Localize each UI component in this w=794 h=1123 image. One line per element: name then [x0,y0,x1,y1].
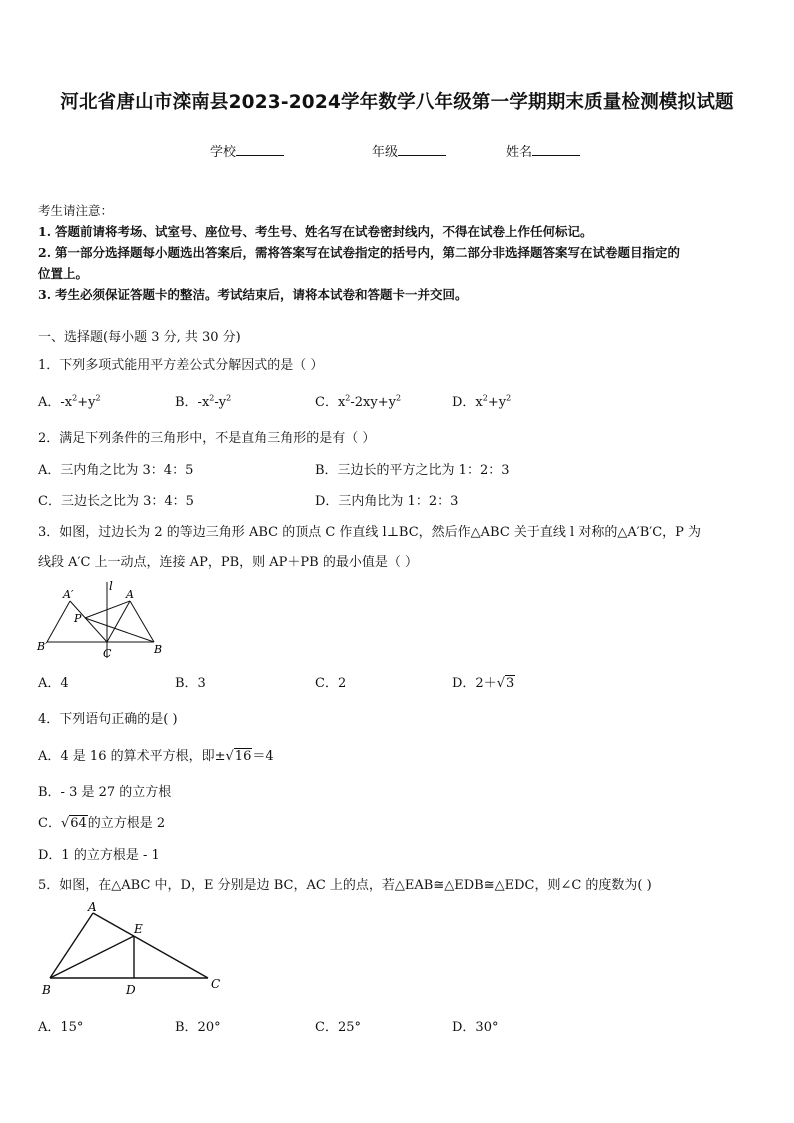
grade-blank [398,142,446,156]
name-blank [532,142,580,156]
notice-item-3: 3. 考生必须保证答题卡的整洁。考试结束后，请将本试卷和答题卡一并交回。 [38,287,468,302]
q5-segment-a-c [93,913,208,978]
q3-label-a-prime: A′ [63,588,74,601]
q5-label-a: A [88,900,97,914]
section-heading: 一、选择题(每小题 3 分, 共 30 分) [38,330,241,345]
sqrt-symbol: √16 [225,749,252,764]
q5-figure [38,898,238,998]
q3-option-a[interactable]: A．4 [38,676,69,691]
name-label: 姓名 [506,145,533,160]
q5-label-b: B [42,983,51,997]
q5-label-c: C [211,977,221,991]
q3-figure [36,578,176,664]
notice-item-2: 2. 第一部分选择题每小题选出答案后，需将答案写在试卷指定的括号内，第二部分非选择题答案写在试卷题目指定的 [38,245,681,260]
q5-label-d: D [126,983,136,997]
q3-label-p: P [74,612,82,625]
q3-option-d[interactable]: D．2＋√3 [452,676,515,691]
q3-segment-a-c [107,601,130,642]
q2-option-a[interactable]: A．三内角之比为 3：4：5 [38,463,194,478]
q4-option-a[interactable]: A．4 是 16 的算术平方根，即±√16＝4 [38,749,274,764]
q5-option-b[interactable]: B．20° [175,1020,221,1035]
q4-option-c[interactable]: C．√64的立方根是 2 [38,816,166,831]
q5-option-a[interactable]: A．15° [38,1020,84,1035]
q3-stem-line1: 3．如图，过边长为 2 的等边三角形 ABC 的顶点 C 作直线 l⊥BC，然后作△ABC 关于直线 l 对称的△A′B′C，P 为 [38,525,702,540]
q3-option-c[interactable]: C．2 [315,676,347,691]
q2-option-c[interactable]: C．三边长之比为 3：4：5 [38,494,194,509]
notice-heading: 考生请注意： [38,203,114,218]
q1-option-c[interactable]: C．$x^2-2xy+y^2$ [315,393,402,410]
q3-label-b-prime: B′ [37,640,48,653]
sqrt-symbol: √3 [496,676,515,691]
q5-segment-b-e [50,936,134,978]
q5-option-c[interactable]: C．25° [315,1020,361,1035]
q5-stem: 5．如图，在△ABC 中，D，E 分别是边 BC，AC 上的点，若△EAB≅△EDB≅△EDC，则∠C 的度数为( ) [38,878,652,893]
q5-segment-b-a [50,913,93,978]
q3-label-c: C [103,647,112,660]
notice-item-2-cont: 位置上。 [38,266,89,281]
school-field [210,141,284,160]
q3-stem-line2: 线段 A′C 上一动点，连接 AP，PB，则 AP＋PB 的最小值是（ ） [38,555,418,570]
notice-item-1: 1. 答题前请将考场、试室号、座位号、考生号、姓名写在试卷密封线内，不得在试卷上作任何标记。 [38,224,593,239]
grade-field [372,141,446,160]
q3-label-a: A [126,588,134,601]
q1-option-d[interactable]: D．$x^2+y^2$ [452,393,512,410]
q1-option-b[interactable]: B．$-x^2-y^2$ [175,393,232,410]
school-label: 学校 [210,145,237,160]
page-title: 河北省唐山市滦南县2023-2024学年数学八年级第一学期期末质量检测模拟试题 [60,92,734,113]
q3-label-b: B [154,643,163,656]
grade-label: 年级 [372,145,399,160]
q3-label-l: l [109,579,113,593]
q2-option-d[interactable]: D．三内角比为 1：2：3 [315,494,459,509]
name-field [506,141,580,160]
notice-block [38,200,760,305]
q4-stem: 4．下列语句正确的是( ) [38,712,178,727]
q4-option-b[interactable]: B．- 3 是 27 的立方根 [38,785,172,800]
q3-segment-a-b [130,601,154,642]
q3-segment-p-b [85,618,154,642]
q1-option-a[interactable]: A．$-x^2+y^2$ [38,393,101,410]
q5-label-e: E [134,922,143,936]
q3-segment-a-prime-b-prime [47,601,70,642]
q5-option-d[interactable]: D．30° [452,1020,499,1035]
school-blank [236,142,284,156]
q3-option-b[interactable]: B．3 [175,676,206,691]
q2-option-b[interactable]: B．三边长的平方之比为 1：2：3 [315,463,510,478]
q4-option-d[interactable]: D．1 的立方根是 - 1 [38,848,160,863]
sqrt-symbol: √64 [60,816,87,831]
q2-stem: 2．满足下列条件的三角形中，不是直角三角形的是有（ ） [38,431,376,446]
q1-stem: 1．下列多项式能用平方差公式分解因式的是（ ） [38,358,324,373]
